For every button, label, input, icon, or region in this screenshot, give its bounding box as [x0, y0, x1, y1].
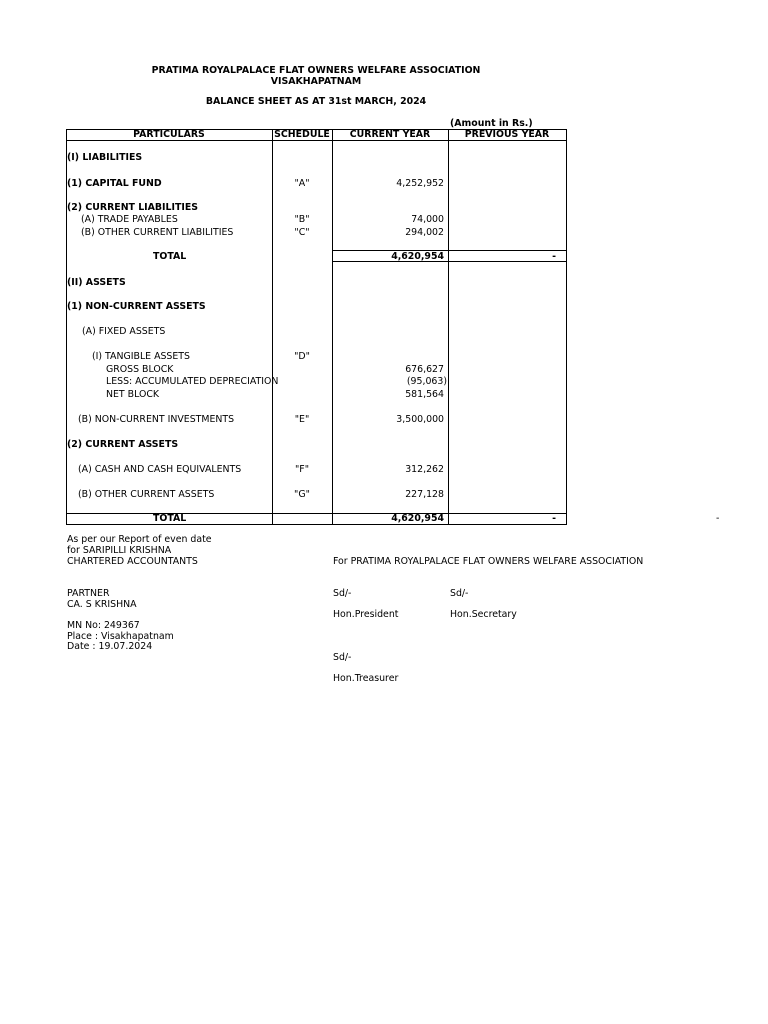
row-tangible-assets-schedule: "D": [294, 351, 310, 362]
row-fixed-assets-label: (A) FIXED ASSETS: [82, 326, 166, 337]
stray-dash: -: [716, 513, 720, 524]
partner-title: PARTNER: [67, 588, 110, 599]
header-bottom-border: [66, 140, 567, 141]
firm-for: for SARIPILLI KRISHNA: [67, 545, 172, 556]
row-capital-fund-label: (1) CAPITAL FUND: [67, 178, 162, 189]
row-trade-payables-schedule: "B": [294, 214, 310, 225]
row-tangible-assets-label: (I) TANGIBLE ASSETS: [92, 351, 190, 362]
firm-type: CHARTERED ACCOUNTANTS: [67, 556, 198, 567]
header-current-year: CURRENT YEAR: [349, 129, 431, 140]
row-assets-heading: (II) ASSETS: [67, 277, 126, 288]
president-signature: Sd/-: [333, 588, 352, 599]
row-other-current-assets-current: 227,128: [405, 489, 444, 500]
row-other-current-assets-label: (B) OTHER CURRENT ASSETS: [78, 489, 215, 500]
membership-number: MN No: 249367: [67, 620, 140, 631]
row-trade-payables-current: 74,000: [411, 214, 444, 225]
secretary-title: Hon.Secretary: [450, 609, 517, 620]
row-other-current-assets-schedule: "G": [294, 489, 310, 500]
amount-note: (Amount in Rs.): [450, 118, 533, 129]
row-other-current-liabilities-label: (B) OTHER CURRENT LIABILITIES: [81, 227, 234, 238]
row-accumulated-depreciation-label: LESS: ACCUMULATED DEPRECIATION: [106, 376, 279, 387]
table-bottom-border: [66, 524, 567, 525]
report-line: As per our Report of even date: [67, 534, 212, 545]
row-gross-block-label: GROSS BLOCK: [106, 364, 174, 375]
row-non-current-investments-current: 3,500,000: [396, 414, 444, 425]
row-total-liabilities-label: TOTAL: [153, 251, 187, 262]
row-other-current-liabilities-current: 294,002: [405, 227, 444, 238]
secretary-signature: Sd/-: [450, 588, 469, 599]
treasurer-title: Hon.Treasurer: [333, 673, 399, 684]
row-total-liabilities-previous: -: [552, 251, 556, 262]
row-capital-fund-schedule: "A": [294, 178, 310, 189]
row-non-current-assets-heading: (1) NON-CURRENT ASSETS: [67, 301, 206, 312]
header-previous-year: PREVIOUS YEAR: [464, 129, 550, 140]
header-schedule: SCHEDULE: [274, 129, 330, 140]
row-total-liabilities-current: 4,620,954: [391, 251, 444, 262]
row-gross-block-current: 676,627: [405, 364, 444, 375]
row-liabilities-heading: (I) LIABILITIES: [67, 152, 143, 163]
for-association: For PRATIMA ROYALPALACE FLAT OWNERS WELFARE ASSOCIATION: [333, 556, 644, 567]
row-cash-equivalents-label: (A) CASH AND CASH EQUIVALENTS: [78, 464, 242, 475]
previous-col-border: [448, 129, 449, 525]
row-cash-equivalents-schedule: "F": [294, 464, 310, 475]
partner-name: CA. S KRISHNA: [67, 599, 137, 610]
place: Place : Visakhapatnam: [67, 631, 174, 642]
table-right-border: [566, 129, 567, 525]
row-other-current-liabilities-schedule: "C": [294, 227, 310, 238]
header-particulars: PARTICULARS: [133, 129, 205, 140]
treasurer-signature: Sd/-: [333, 652, 352, 663]
row-total-assets-previous: -: [552, 513, 556, 524]
row-non-current-investments-schedule: "E": [294, 414, 310, 425]
report-date: Date : 19.07.2024: [67, 641, 153, 652]
row-non-current-investments-label: (B) NON-CURRENT INVESTMENTS: [78, 414, 235, 425]
org-name: PRATIMA ROYALPALACE FLAT OWNERS WELFARE ASSOCIATION: [151, 65, 481, 76]
row-total-assets-current: 4,620,954: [391, 513, 444, 524]
row-capital-fund-current: 4,252,952: [396, 178, 444, 189]
sheet-title: BALANCE SHEET AS AT 31st MARCH, 2024: [205, 96, 427, 107]
president-title: Hon.President: [333, 609, 399, 620]
city-name: VISAKHAPATNAM: [270, 76, 362, 87]
row-current-assets-heading: (2) CURRENT ASSETS: [67, 439, 179, 450]
row-trade-payables-label: (A) TRADE PAYABLES: [81, 214, 178, 225]
row-net-block-label: NET BLOCK: [106, 389, 160, 400]
row-cash-equivalents-current: 312,262: [405, 464, 444, 475]
row-total-assets-label: TOTAL: [153, 513, 187, 524]
row-net-block-current: 581,564: [405, 389, 444, 400]
row-current-liabilities-heading: (2) CURRENT LIABILITIES: [67, 202, 199, 213]
row-accumulated-depreciation-current: (95,063): [406, 376, 447, 387]
